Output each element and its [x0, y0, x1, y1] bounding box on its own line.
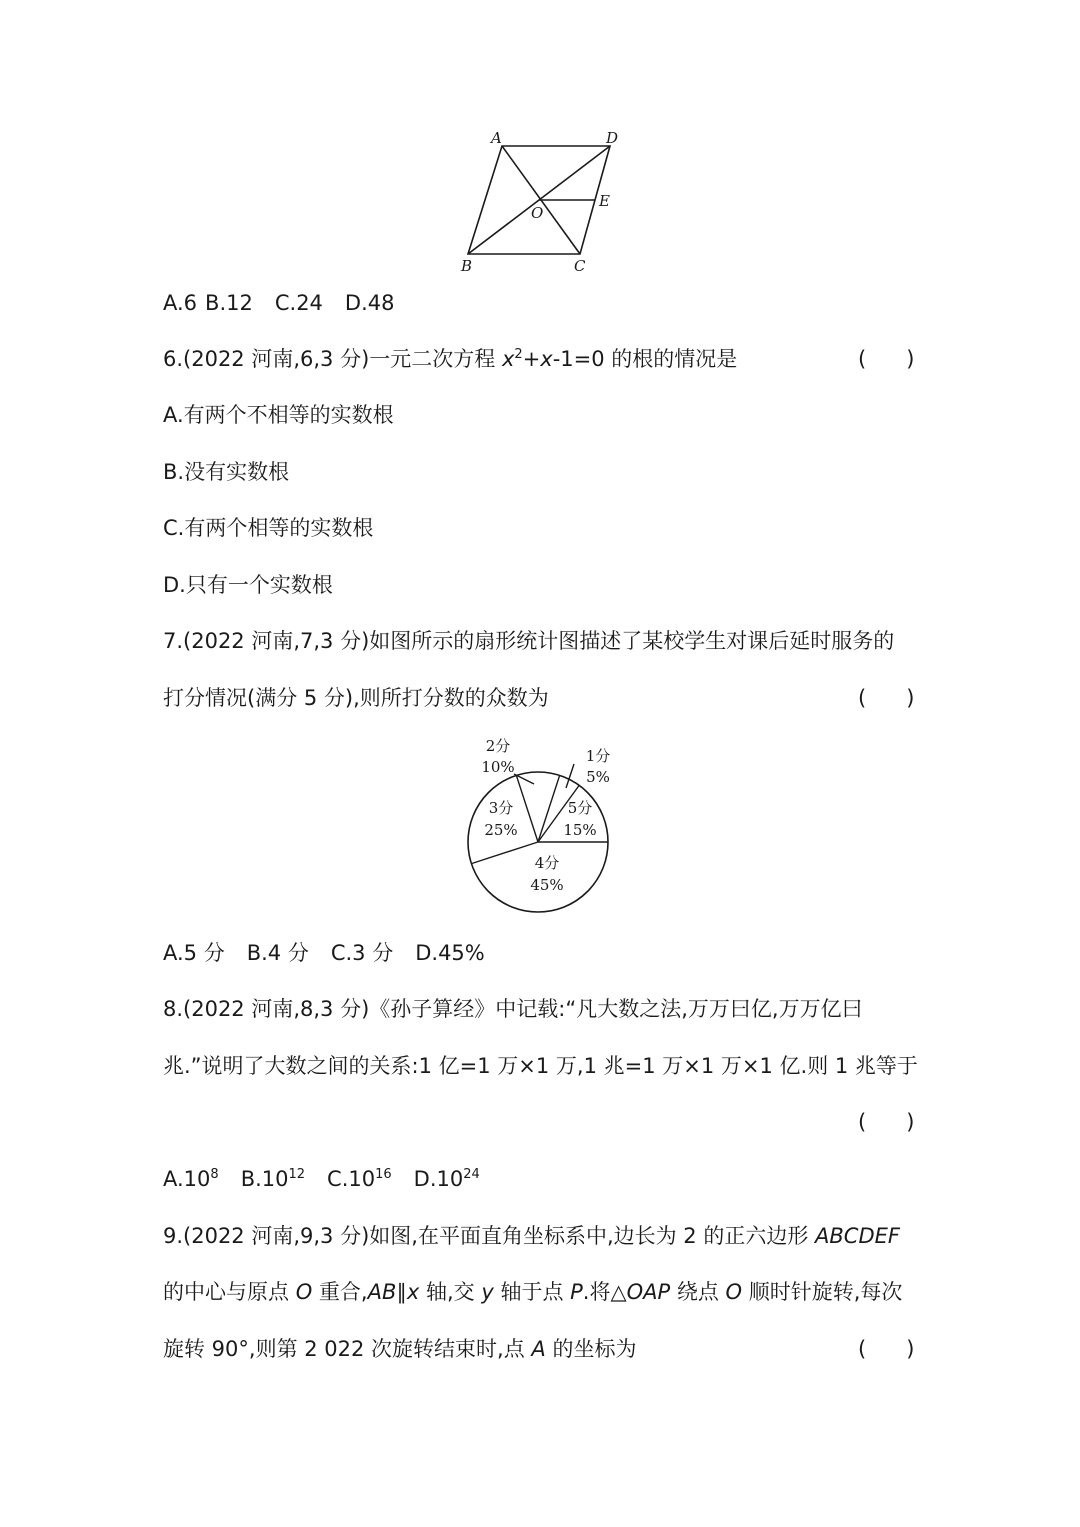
q9-l2-f: x: [406, 1280, 420, 1304]
pie-pct-4fen: 45%: [530, 876, 564, 894]
parallelogram-figure: [455, 125, 630, 280]
q8-option-d-base: D.10: [413, 1167, 464, 1191]
q7-stem-line2: 打分情况(满分 5 分),则所打分数的众数为: [163, 686, 549, 710]
q9-l2-n: O: [725, 1280, 743, 1304]
q8-option-a-exp: 8: [210, 1167, 219, 1182]
label-d: D: [606, 129, 619, 147]
q6-option-d[interactable]: D.只有一个实数根: [163, 573, 333, 597]
q9-l2-g: 轴,交: [419, 1280, 482, 1304]
q5-option-c[interactable]: C.24: [274, 291, 323, 315]
q9-hexagon-name: ABCDEF: [815, 1224, 900, 1248]
q8-answer-paren[interactable]: ( ): [858, 1110, 915, 1134]
pie-label-5fen: 5分: [567, 799, 593, 817]
q8-option-b-exp: 12: [288, 1167, 306, 1182]
q9-l2-i: 轴于点: [493, 1280, 571, 1304]
q9-l2-m: 绕点: [670, 1280, 726, 1304]
q9-line1-text: 9.(2022 河南,9,3 分)如图,在平面直角坐标系中,边长为 2 的正六边形: [163, 1224, 816, 1248]
q6-exponent: 2: [514, 347, 523, 362]
q7-options: [163, 939, 485, 967]
q8-option-a[interactable]: [163, 1165, 219, 1193]
q9-l3-c: 的坐标为: [545, 1337, 637, 1361]
q8-stem-line1: 8.(2022 河南,8,3 分)《孙子算经》中记载:“凡大数之法,万万曰亿,万万亿曰: [163, 997, 863, 1021]
q9-stem-line3: [163, 1335, 636, 1363]
q9-answer-paren[interactable]: ( ): [858, 1337, 915, 1361]
q8-option-b-base: B.10: [240, 1167, 289, 1191]
q6-stem: [163, 345, 737, 373]
q6-var-x: x: [501, 347, 515, 371]
q9-l2-b: O: [295, 1280, 313, 1304]
q7-option-b[interactable]: B.4 分: [246, 941, 309, 965]
pie-chart: [440, 728, 640, 918]
q9-l2-j: P: [570, 1280, 583, 1304]
pie-label-4fen: 4分: [534, 854, 560, 872]
label-b: B: [461, 257, 473, 275]
q6-answer-paren[interactable]: ( ): [858, 347, 915, 371]
q7-option-d[interactable]: D.45%: [415, 941, 485, 965]
q9-stem-line2: [163, 1278, 902, 1306]
q9-l2-d: AB: [367, 1280, 397, 1304]
q6-option-a[interactable]: A.有两个不相等的实数根: [163, 403, 394, 427]
q5-option-b[interactable]: B.12: [205, 291, 253, 315]
pie-pct-2fen: 10%: [481, 758, 515, 776]
q8-options: [163, 1165, 480, 1193]
q9-l2-h: y: [481, 1280, 494, 1304]
q9-l2-c: 重合,: [312, 1280, 368, 1304]
pie-label-3fen: 3分: [488, 799, 514, 817]
pie-pct-3fen: 25%: [484, 821, 518, 839]
q7-option-c[interactable]: C.3 分: [330, 941, 394, 965]
q9-l2-k: .将△: [582, 1280, 627, 1304]
q5-options: [163, 289, 395, 317]
q8-option-a-base: A.10: [163, 1167, 211, 1191]
label-o: O: [531, 204, 544, 222]
q9-stem-line1: [163, 1222, 900, 1250]
q9-l2-l: OAP: [626, 1280, 671, 1304]
q8-option-c[interactable]: [327, 1165, 392, 1193]
q6-var-x2: x: [540, 347, 553, 371]
q8-option-c-base: C.10: [327, 1167, 376, 1191]
q6-option-c[interactable]: C.有两个相等的实数根: [163, 516, 374, 540]
q9-l2-e: ∥: [396, 1280, 407, 1304]
q6-stem-prefix: 6.(2022 河南,6,3 分)一元二次方程: [163, 347, 502, 371]
label-e: E: [599, 192, 610, 210]
q6-stem-suffix: -1=0 的根的情况是: [552, 347, 738, 371]
q5-option-a[interactable]: A.6: [163, 291, 198, 315]
q9-l3-a: 旋转 90°,则第 2 022 次旋转结束时,点: [163, 1337, 532, 1361]
q7-option-a[interactable]: A.5 分: [163, 941, 225, 965]
pie-label-2fen: 2分: [485, 737, 511, 755]
pie-pct-1fen: 5%: [586, 768, 610, 786]
q6-plus: +: [522, 347, 541, 371]
label-a: A: [491, 129, 502, 147]
q9-l3-b: A: [531, 1337, 546, 1361]
q8-option-d[interactable]: [414, 1165, 480, 1193]
q7-answer-paren[interactable]: ( ): [858, 686, 915, 710]
label-c: C: [574, 257, 586, 275]
pie-pct-5fen: 15%: [563, 821, 597, 839]
q8-option-b[interactable]: [241, 1165, 305, 1193]
q8-option-d-exp: 24: [463, 1167, 480, 1182]
q9-l2-a: 的中心与原点: [163, 1280, 296, 1304]
q5-option-d[interactable]: D.48: [344, 291, 395, 315]
pie-label-1fen: 1分: [585, 747, 611, 765]
q6-option-b[interactable]: B.没有实数根: [163, 460, 290, 484]
q8-stem-line2: 兆.”说明了大数之间的关系:1 亿=1 万×1 万,1 兆=1 万×1 万×1 亿.则 1 兆等于: [163, 1054, 918, 1078]
q7-stem-line1: 7.(2022 河南,7,3 分)如图所示的扇形统计图描述了某校学生对课后延时服务的: [163, 629, 895, 653]
q9-l2-o: 顺时针旋转,每次: [742, 1280, 903, 1304]
q8-option-c-exp: 16: [375, 1167, 392, 1182]
